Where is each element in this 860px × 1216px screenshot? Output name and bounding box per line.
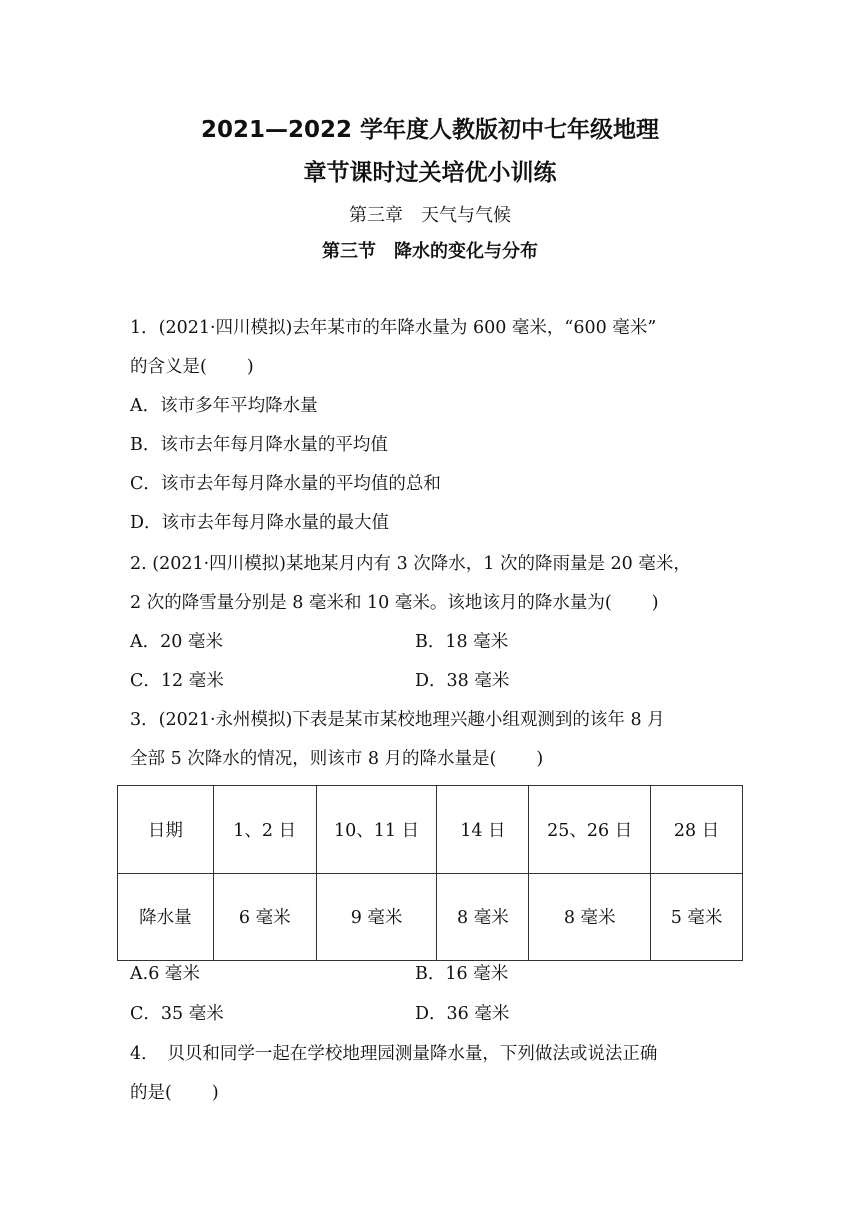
q4-stem-line1: 4． 贝贝和同学一起在学校地理园测量降水量，下列做法或说法正确 bbox=[130, 1044, 658, 1064]
q4-stem-line2: 的是( ) bbox=[130, 1083, 219, 1103]
q1-option-d: D．该市去年每月降水量的最大值 bbox=[130, 513, 390, 533]
table-cell: 14 日 bbox=[437, 786, 529, 874]
precipitation-table bbox=[117, 785, 743, 961]
table-row bbox=[118, 873, 743, 961]
table-cell: 8 毫米 bbox=[437, 873, 529, 961]
table-cell: 8 毫米 bbox=[529, 873, 651, 961]
q1-stem-line2: 的含义是( ) bbox=[130, 357, 254, 377]
q1-option-a: A．该市多年平均降水量 bbox=[130, 396, 318, 416]
table-cell: 日期 bbox=[118, 786, 214, 874]
q2-option-c: C．12 毫米 bbox=[130, 671, 224, 691]
table-cell: 9 毫米 bbox=[316, 873, 437, 961]
q1-option-c: C．该市去年每月降水量的平均值的总和 bbox=[130, 474, 441, 494]
table-cell: 降水量 bbox=[118, 873, 214, 961]
q3-stem-line2: 全部 5 次降水的情况，则该市 8 月的降水量是( ) bbox=[130, 749, 544, 769]
q2-option-d: D．38 毫米 bbox=[415, 671, 510, 691]
doc-title-line1: 2021—2022 学年度人教版初中七年级地理 bbox=[200, 117, 660, 143]
table-cell: 10、11 日 bbox=[316, 786, 437, 874]
q3-option-c: C．35 毫米 bbox=[130, 1004, 224, 1024]
q2-stem-line2: 2 次的降雪量分别是 8 毫米和 10 毫米。该地该月的降水量为( ) bbox=[130, 593, 659, 613]
q3-option-a: A.6 毫米 bbox=[130, 964, 200, 984]
q2-option-b: B．18 毫米 bbox=[415, 632, 509, 652]
q2-option-a: A．20 毫米 bbox=[130, 632, 223, 652]
q1-stem-line1: 1．(2021·四川模拟)去年某市的年降水量为 600 毫米，“600 毫米” bbox=[130, 318, 657, 338]
table-cell: 6 毫米 bbox=[213, 873, 316, 961]
chapter-heading: 第三章 天气与气候 bbox=[349, 205, 511, 226]
table-cell: 1、2 日 bbox=[213, 786, 316, 874]
table-cell: 5 毫米 bbox=[651, 873, 743, 961]
q3-option-d: D．36 毫米 bbox=[415, 1004, 510, 1024]
q3-stem-line1: 3．(2021·永州模拟)下表是某市某校地理兴趣小组观测到的该年 8 月 bbox=[130, 710, 665, 730]
table-cell: 25、26 日 bbox=[529, 786, 651, 874]
table-header-row bbox=[118, 786, 743, 874]
q1-option-b: B．该市去年每月降水量的平均值 bbox=[130, 435, 388, 455]
q2-stem-line1: 2. (2021·四川模拟)某地某月内有 3 次降水，1 次的降雨量是 20 毫米， bbox=[130, 554, 691, 574]
doc-title-line2: 章节课时过关培优小训练 bbox=[303, 160, 557, 186]
section-heading: 第三节 降水的变化与分布 bbox=[322, 241, 538, 262]
table-cell: 28 日 bbox=[651, 786, 743, 874]
q3-option-b: B．16 毫米 bbox=[415, 964, 509, 984]
